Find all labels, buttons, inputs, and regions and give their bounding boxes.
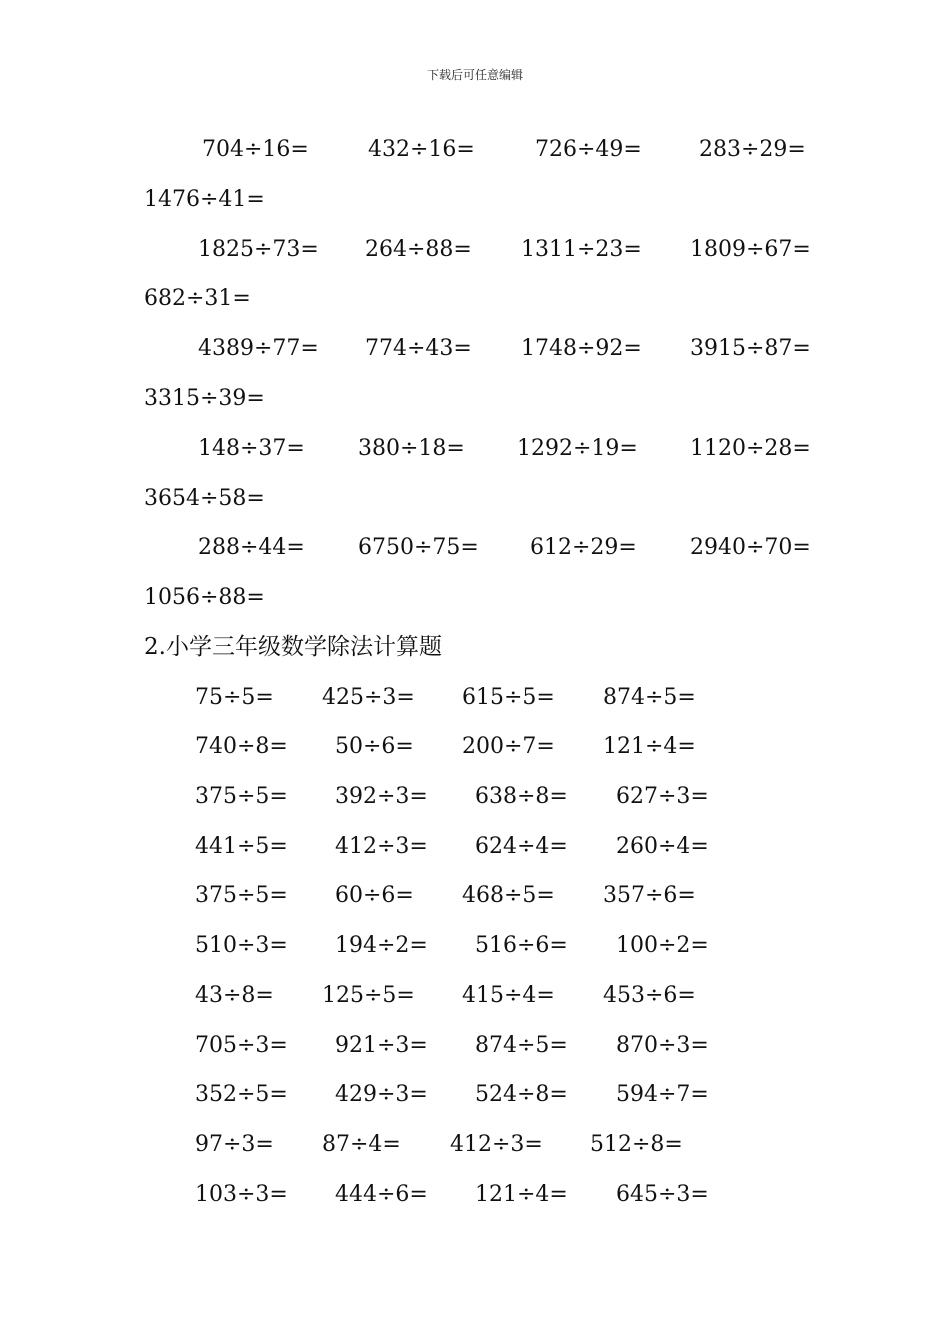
problem: 524÷8=	[475, 1082, 568, 1107]
problem: 704÷16=	[202, 137, 309, 162]
problem: 260÷4=	[616, 834, 709, 859]
problem: 4389÷77=	[198, 336, 319, 361]
problem: 103÷3=	[195, 1182, 288, 1207]
problem: 380÷18=	[358, 436, 465, 461]
problem: 121÷4=	[603, 734, 696, 759]
problem: 412÷3=	[335, 834, 428, 859]
problem: 441÷5=	[195, 834, 288, 859]
problem: 288÷44=	[198, 535, 305, 560]
problem: 148÷37=	[198, 436, 305, 461]
problem: 357÷6=	[603, 883, 696, 908]
problem: 645÷3=	[616, 1182, 709, 1207]
problem: 870÷3=	[616, 1033, 709, 1058]
problem: 194÷2=	[335, 933, 428, 958]
problem: 682÷31=	[144, 286, 251, 311]
problem: 1056÷88=	[144, 585, 265, 610]
problem: 1476÷41=	[144, 187, 265, 212]
problem: 774÷43=	[365, 336, 472, 361]
problem: 3315÷39=	[144, 386, 265, 411]
problem: 624÷4=	[475, 834, 568, 859]
problem: 612÷29=	[530, 535, 637, 560]
problem: 97÷3=	[195, 1132, 274, 1157]
problem: 627÷3=	[616, 784, 709, 809]
problem: 415÷4=	[462, 983, 555, 1008]
problem: 1748÷92=	[521, 336, 642, 361]
problem: 510÷3=	[195, 933, 288, 958]
problem: 283÷29=	[699, 137, 806, 162]
problem: 412÷3=	[450, 1132, 543, 1157]
problem: 50÷6=	[335, 734, 414, 759]
problem: 874÷5=	[603, 685, 696, 710]
problem: 432÷16=	[368, 137, 475, 162]
problem: 352÷5=	[195, 1082, 288, 1107]
problem: 100÷2=	[616, 933, 709, 958]
problem: 6750÷75=	[358, 535, 479, 560]
problem: 125÷5=	[322, 983, 415, 1008]
problem: 264÷88=	[365, 237, 472, 262]
problem: 468÷5=	[462, 883, 555, 908]
problem: 444÷6=	[335, 1182, 428, 1207]
problem: 75÷5=	[195, 685, 274, 710]
problem: 375÷5=	[195, 883, 288, 908]
problem: 1311÷23=	[521, 237, 642, 262]
problem: 3915÷87=	[690, 336, 811, 361]
problem: 594÷7=	[616, 1082, 709, 1107]
problem: 200÷7=	[462, 734, 555, 759]
problem: 726÷49=	[535, 137, 642, 162]
problem: 1292÷19=	[517, 436, 638, 461]
problem: 87÷4=	[322, 1132, 401, 1157]
problem: 516÷6=	[475, 933, 568, 958]
problem: 425÷3=	[322, 685, 415, 710]
problem: 429÷3=	[335, 1082, 428, 1107]
problem: 638÷8=	[475, 784, 568, 809]
problem: 874÷5=	[475, 1033, 568, 1058]
problem: 921÷3=	[335, 1033, 428, 1058]
header-note: 下载后可任意编辑	[426, 68, 523, 82]
problem: 60÷6=	[335, 883, 414, 908]
problem: 43÷8=	[195, 983, 274, 1008]
section-title: 2.小学三年级数学除法计算题	[144, 634, 442, 660]
problem: 615÷5=	[462, 685, 555, 710]
problem: 2940÷70=	[690, 535, 811, 560]
problem: 705÷3=	[195, 1033, 288, 1058]
problem: 375÷5=	[195, 784, 288, 809]
problem: 1120÷28=	[690, 436, 811, 461]
problem: 121÷4=	[475, 1182, 568, 1207]
problem: 512÷8=	[590, 1132, 683, 1157]
problem: 1809÷67=	[690, 237, 811, 262]
problem: 453÷6=	[603, 983, 696, 1008]
problem: 740÷8=	[195, 734, 288, 759]
problem: 3654÷58=	[144, 486, 265, 511]
problem: 1825÷73=	[198, 237, 319, 262]
problem: 392÷3=	[335, 784, 428, 809]
